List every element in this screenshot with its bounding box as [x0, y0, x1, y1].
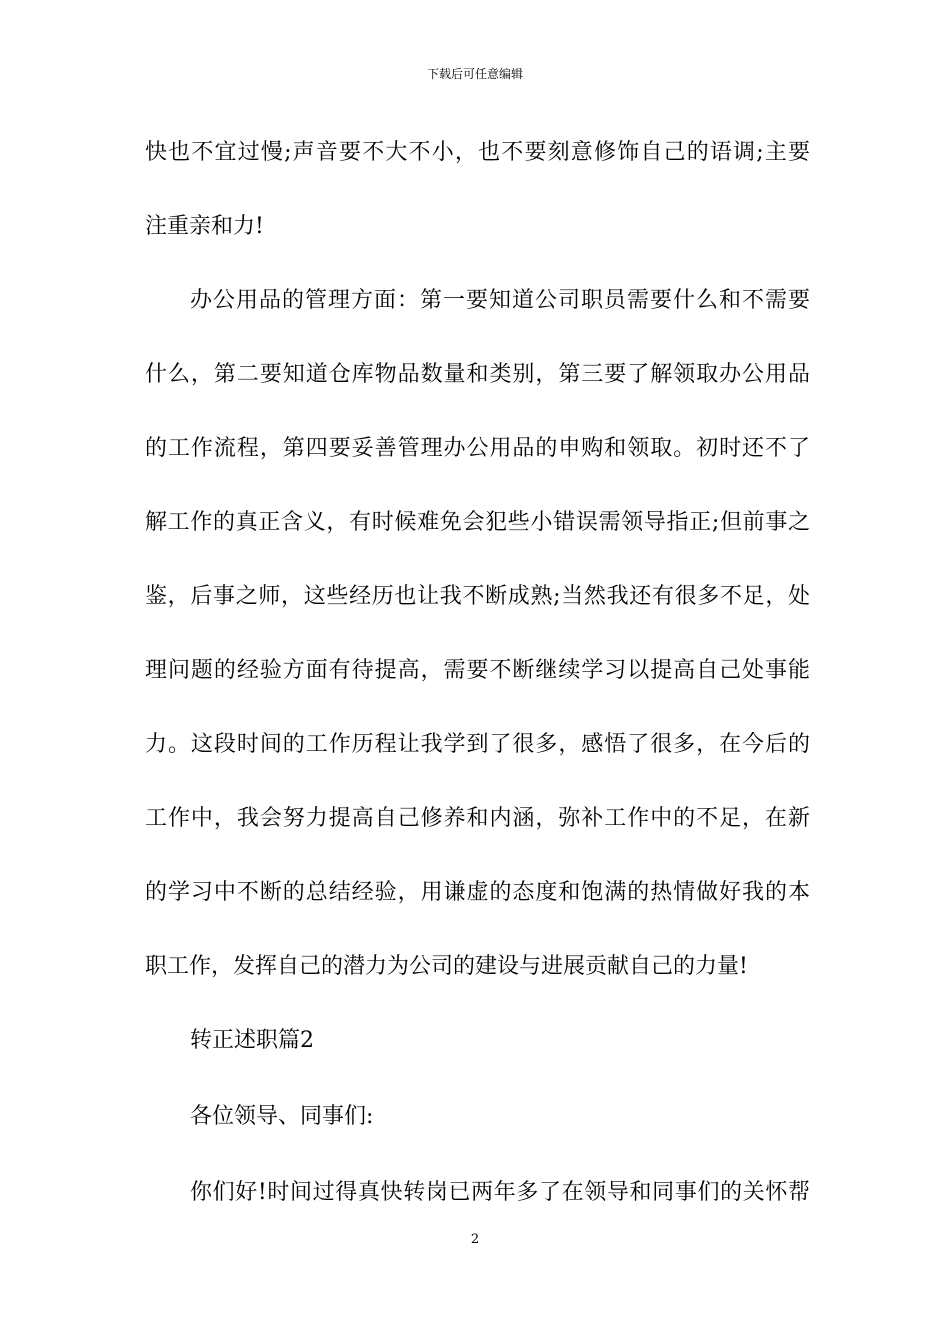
body-line-4: 什么，第二要知道仓库物品数量和类别，第三要了解领取办公用品 [145, 362, 810, 387]
salutation: 各位领导、同事们: [190, 1104, 374, 1129]
body-line-6: 解工作的真正含义，有时候难免会犯些小错误需领导指正;但前事之 [145, 510, 810, 535]
body-line-12: 职工作，发挥自己的潜力为公司的建设与进展贡献自己的力量! [145, 954, 748, 979]
page-header: 下载后可任意编辑 [426, 67, 523, 81]
section-heading: 转正述职篇2 [190, 1028, 314, 1053]
body-line-2: 注重亲和力! [145, 214, 264, 239]
body-line-8: 理问题的经验方面有待提高，需要不断继续学习以提高自己处事能 [145, 658, 810, 683]
body-line-9: 力。这段时间的工作历程让我学到了很多，感悟了很多，在今后的 [145, 732, 810, 757]
page-number: 2 [470, 1232, 480, 1247]
body-line-10: 工作中，我会努力提高自己修养和内涵，弥补工作中的不足，在新 [145, 806, 810, 831]
body-line-1: 快也不宜过慢;声音要不大不小，也不要刻意修饰自己的语调;主要 [145, 140, 810, 165]
body-line-5: 的工作流程，第四要妥善管理办公用品的申购和领取。初时还不了 [145, 436, 810, 461]
body-line-15: 你们好!时间过得真快转岗已两年多了在领导和同事们的关怀帮 [190, 1180, 810, 1205]
body-line-11: 的学习中不断的总结经验，用谦虚的态度和饱满的热情做好我的本 [145, 880, 810, 905]
body-line-7: 鉴，后事之师，这些经历也让我不断成熟;当然我还有很多不足，处 [145, 584, 810, 609]
body-line-3: 办公用品的管理方面：第一要知道公司职员需要什么和不需要 [190, 288, 810, 313]
